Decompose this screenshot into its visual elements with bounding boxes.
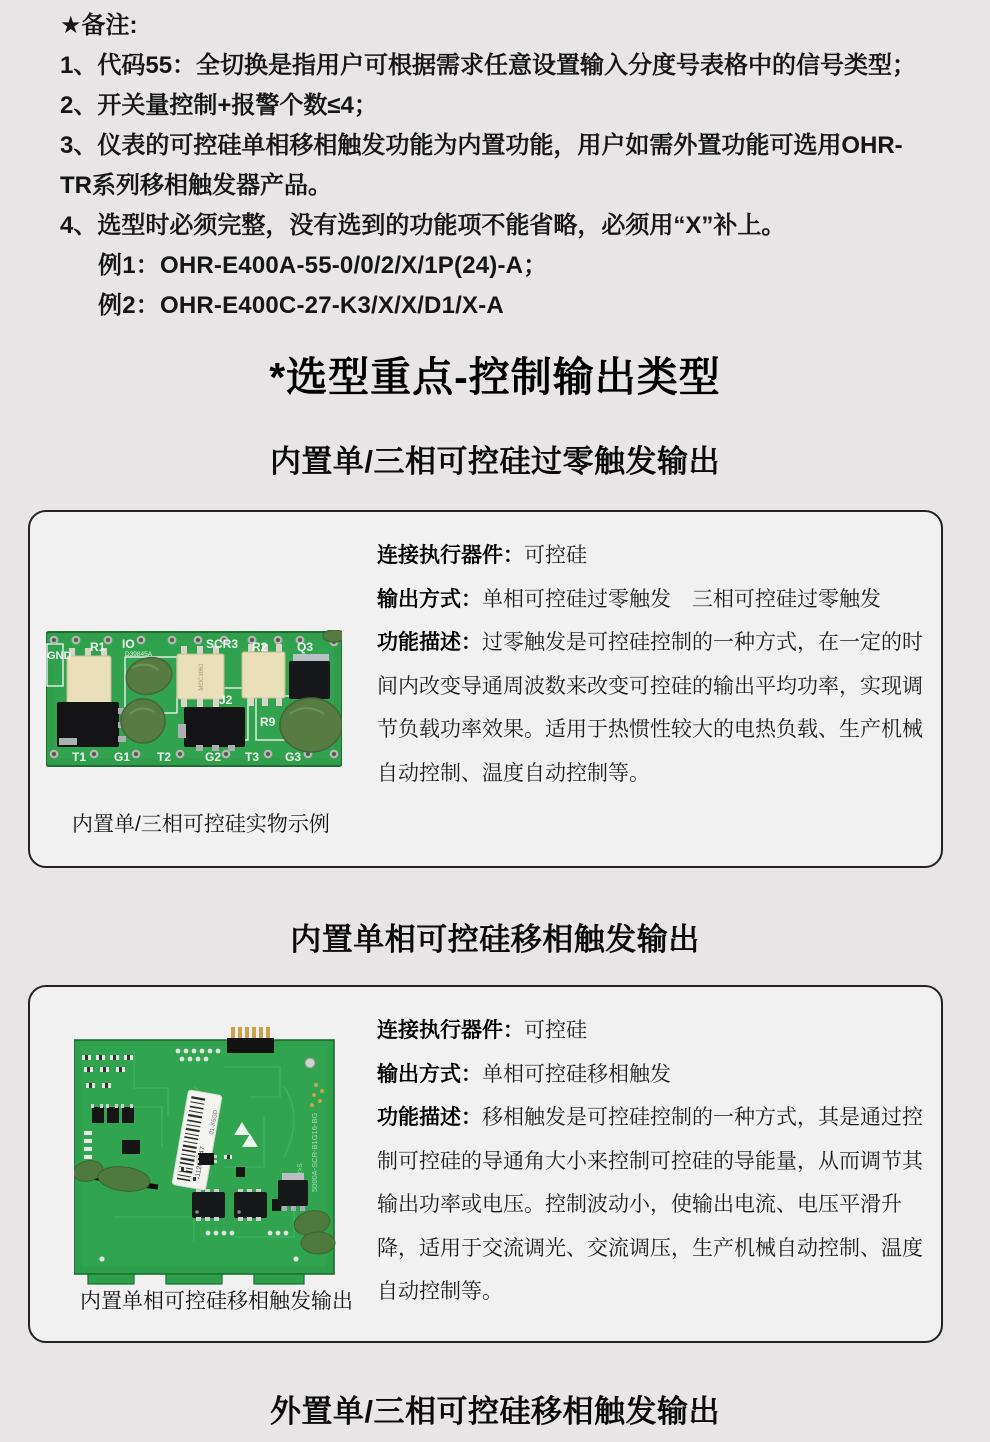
main-title: *选型重点-控制输出类型 xyxy=(269,354,721,400)
section-title-phase-shift: 内置单相可控硅移相触发输出 xyxy=(290,922,700,957)
field-label: 输出方式： xyxy=(377,587,482,611)
sop8-chip-1 xyxy=(192,1189,225,1221)
field-value: 可控硅 xyxy=(524,544,587,567)
field-label: 连接执行器件： xyxy=(377,544,524,567)
label-j2: J2 xyxy=(219,693,233,707)
note-item-3: 3、仪表的可控硅单相移相触发功能为内置功能，用户如需外置功能可选用OHR-TR系列移相触发器产品。 xyxy=(60,132,903,199)
board-rev-text: 2>S xyxy=(297,1163,304,1175)
sop8-chip-2 xyxy=(234,1189,267,1221)
pin-header xyxy=(227,1027,274,1053)
chip-part-label: MOC3061 xyxy=(199,663,205,691)
section-title-external: 外置单/三相可控硅移相触发输出 xyxy=(269,1394,721,1429)
triac-1 xyxy=(57,702,126,747)
field-value: 移相触发是可控硅控制的一种方式，其是通过控制可控硅的导通角大小来控制可控硅的导能量，从而调节其输出功率或电压。控制波动小，使输出电流、电压平滑升降，适用于交流调光、交流调压，生产机械自动控制、温度自动控制等。 xyxy=(377,1106,923,1303)
triac-2 xyxy=(178,707,245,751)
label-gnd: GND xyxy=(47,650,72,662)
card2-description xyxy=(377,1009,929,1314)
label-t2: T2 xyxy=(157,750,172,764)
field-value: 单相可控硅过零触发 三相可控硅过零触发 xyxy=(482,587,881,611)
label-r2: R2 xyxy=(252,640,268,654)
note-item-1: 1、代码55：全切换是指用户可根据需求任意设置输入分度号表格中的信号类型； xyxy=(60,52,917,79)
field-label: 功能描述： xyxy=(377,1106,482,1129)
field-output-mode xyxy=(377,1053,929,1097)
field-function-desc xyxy=(377,1096,929,1314)
label-t1: T1 xyxy=(72,750,87,764)
optocoupler-chip-2 xyxy=(177,646,224,707)
field-function-desc xyxy=(377,621,929,795)
field-label: 输出方式： xyxy=(377,1062,482,1086)
card-phase-shift-trigger xyxy=(28,985,943,1343)
dpak-transistor xyxy=(278,1173,308,1211)
label-scr3: SCR3 xyxy=(206,637,239,651)
field-value: 单相可控硅移相触发 xyxy=(482,1062,671,1086)
pcb-photo-zero-cross xyxy=(46,630,342,768)
label-part-no: D39845A xyxy=(125,651,153,658)
power-transistor-q3 xyxy=(289,654,330,699)
label-io: IO xyxy=(122,637,135,651)
notes-section xyxy=(60,6,932,326)
pcb-caption-phase-shift: 内置单相可控硅移相触发输出 xyxy=(80,1290,353,1313)
field-label: 功能描述： xyxy=(377,631,482,654)
notes-title: ★备注: xyxy=(60,12,138,39)
card1-description xyxy=(377,534,929,795)
label-g1: G1 xyxy=(114,750,131,764)
field-label: 连接执行器件： xyxy=(377,1019,524,1042)
pcb-caption-zero-cross: 内置单/三相可控硅实物示例 xyxy=(72,813,330,836)
note-example-1: 例1：OHR-E400A-55-0/0/2/X/1P(24)-A； xyxy=(98,252,548,279)
note-item-2: 2、开关量控制+报警个数≤4； xyxy=(60,92,378,119)
field-actuator xyxy=(377,534,929,578)
field-output-mode xyxy=(377,578,929,622)
label-t3: T3 xyxy=(245,750,260,764)
sticker-code: 01-K5GD xyxy=(209,1109,220,1136)
pcb-photo-phase-shift xyxy=(74,1027,336,1285)
field-actuator xyxy=(377,1009,929,1053)
label-g2: G2 xyxy=(205,750,222,764)
section-title-zero-cross: 内置单/三相可控硅过零触发输出 xyxy=(269,444,721,479)
note-item-4: 4、选型时必须完整，没有选到的功能项不能省略，必须用“X”补上。 xyxy=(60,212,786,239)
label-q3: Q3 xyxy=(297,640,314,654)
mounting-hole xyxy=(305,1058,315,1068)
label-r1: R1 xyxy=(90,640,106,654)
field-value: 过零触发是可控硅控制的一种方式，在一定的时间内改变导通周波数来改变可控硅的输出平均功率，实现调节负载功率效果。适用于热惯性较大的电热负载、生产机械自动控制、温度自动控制等。 xyxy=(377,631,923,785)
board-code-text: 5000A-SCR-B1G16-BG xyxy=(310,1112,319,1192)
label-r9: R9 xyxy=(260,715,276,729)
label-g3: G3 xyxy=(285,750,302,764)
note-example-2: 例2：OHR-E400C-27-K3/X/X/D1/X-A xyxy=(98,292,504,319)
field-value: 可控硅 xyxy=(524,1019,587,1042)
card-zero-cross-trigger xyxy=(28,510,943,868)
